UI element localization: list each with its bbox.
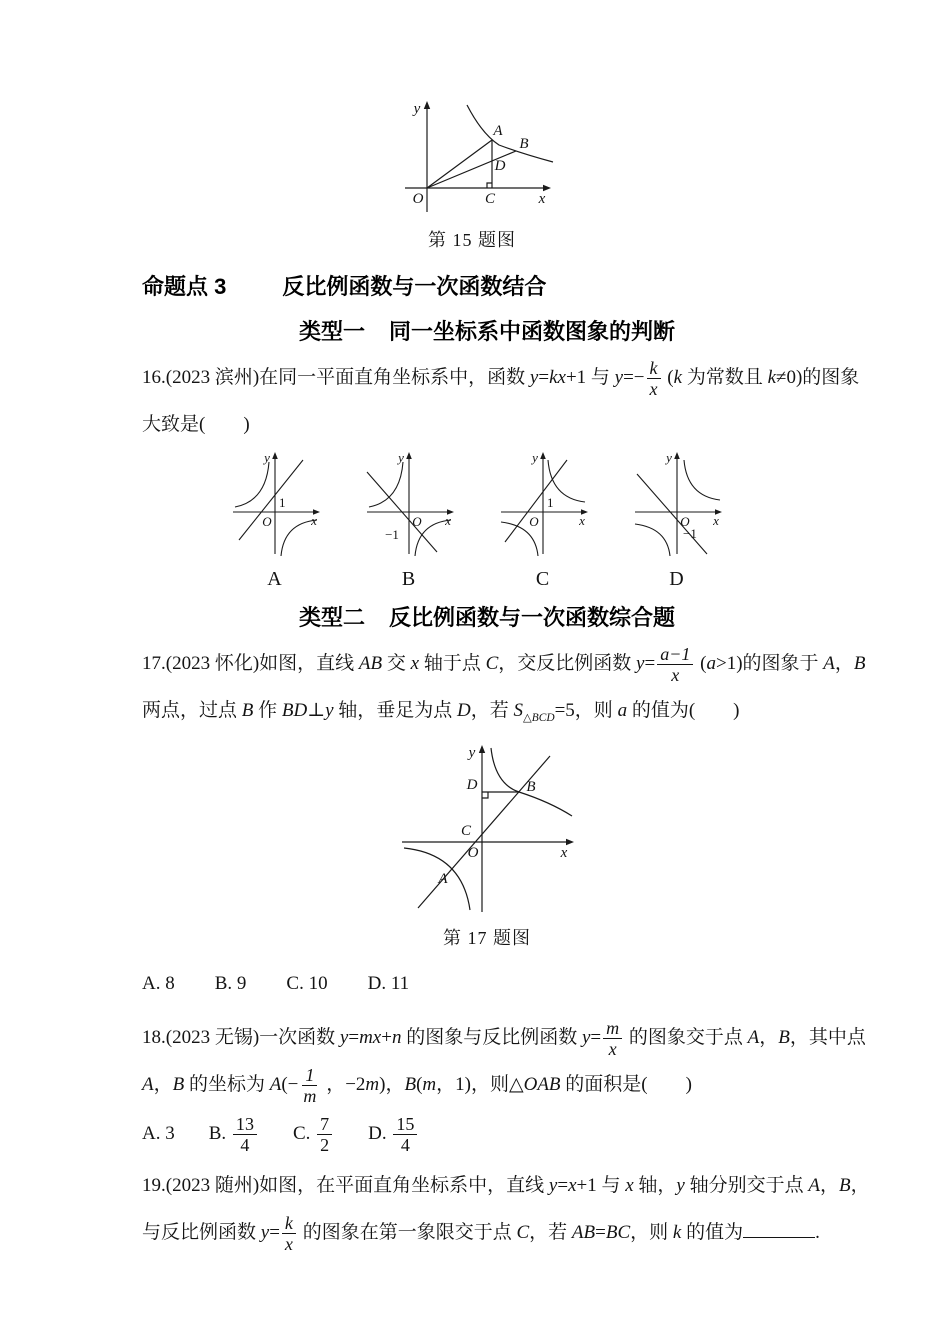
answer-blank <box>743 1218 815 1238</box>
choice-d-letter: D <box>669 568 685 590</box>
math-variable: x <box>568 1175 577 1197</box>
math-variable: m <box>422 1074 437 1096</box>
point-b-label: B <box>519 136 529 152</box>
choice-b-graph <box>359 450 459 562</box>
text-segment: 16.(2023 滨州)在同一平面直角坐标系中，函数 <box>142 367 530 388</box>
math-variable: B <box>241 700 254 721</box>
text-segment: +1 与 <box>565 367 615 388</box>
math-variable: C <box>485 653 499 674</box>
x-axis-label: x <box>560 845 568 862</box>
text-segment: = <box>590 1027 602 1049</box>
text-segment: 轴， <box>633 1175 677 1197</box>
text-segment: B. 9 <box>214 973 247 995</box>
math-variable: y <box>614 367 624 388</box>
math-variable: n <box>391 1027 402 1049</box>
fraction-numerator: k <box>647 358 661 379</box>
fraction-denominator: x <box>608 1039 617 1060</box>
y-axis-arrow <box>674 452 680 459</box>
fraction <box>282 1213 296 1254</box>
x-axis-label: x <box>713 513 719 528</box>
point-a-label: A <box>438 871 448 888</box>
figure-17-caption: 第 17 题图 <box>443 928 531 949</box>
right-angle-mark <box>482 792 488 798</box>
fraction-denominator: 4 <box>240 1135 250 1156</box>
math-variable: a <box>617 700 628 721</box>
fraction-numerator: 7 <box>317 1114 332 1135</box>
choice-c-graph <box>493 450 593 562</box>
origin-label: O <box>412 514 422 529</box>
point-d-label: D <box>466 777 478 794</box>
text-segment: = <box>538 367 550 388</box>
text-segment: = <box>269 1222 280 1244</box>
section-label: 命题点 3 <box>142 274 227 299</box>
x-axis-label: x <box>579 513 585 528</box>
hyperbola-q3 <box>635 524 670 556</box>
hyperbola-q3 <box>404 848 470 910</box>
text-segment: 轴，垂足为点 <box>333 700 458 721</box>
math-variable: x <box>625 1175 634 1197</box>
text-segment: ≠0)的图象 <box>776 367 860 388</box>
text-segment: B. <box>208 1123 231 1145</box>
fraction-denominator: x <box>649 379 658 400</box>
origin-label: O <box>680 514 690 529</box>
hyperbola-q2 <box>235 462 269 507</box>
choice-d <box>627 450 727 591</box>
text-segment: 17.(2023 怀化)如图，直线 <box>142 653 359 674</box>
question-19-line-2 <box>142 1209 832 1256</box>
point-c-label: C <box>460 823 472 840</box>
math-variable: y <box>339 1027 349 1049</box>
text-segment: 轴分别交于点 <box>684 1175 809 1197</box>
question-17-options <box>142 958 832 1010</box>
text-segment: ( <box>662 367 674 388</box>
choice-a <box>225 450 325 591</box>
math-variable: C <box>516 1222 530 1244</box>
y-axis-label: y <box>398 450 404 465</box>
x-axis-label: x <box>445 513 451 528</box>
text-segment: 的图象与反比例函数 <box>401 1027 582 1049</box>
x-axis-label: x <box>538 191 546 207</box>
text-segment: + <box>381 1027 392 1049</box>
fraction <box>233 1114 257 1155</box>
text-segment: 与反比例函数 <box>142 1222 261 1244</box>
type1-heading <box>142 315 832 346</box>
text-segment: = <box>644 653 656 674</box>
hyperbola-q2 <box>369 462 403 507</box>
fraction-denominator: 4 <box>400 1135 410 1156</box>
math-variable: B <box>172 1074 185 1096</box>
point-c-label: C <box>484 191 496 207</box>
math-variable: B <box>778 1027 790 1049</box>
math-variable: A <box>808 1175 820 1197</box>
math-variable: y <box>260 1222 270 1244</box>
text-segment: = <box>595 1222 606 1244</box>
text-segment: C. <box>292 1123 316 1145</box>
question-16-line-1 <box>142 354 860 401</box>
math-variable: B <box>404 1074 417 1096</box>
text-segment: 的面积是( ) <box>560 1074 692 1096</box>
text-segment: (− <box>281 1074 299 1096</box>
math-variable: AB <box>571 1222 596 1244</box>
origin-label: O <box>467 845 479 862</box>
math-variable: y <box>636 653 645 674</box>
y-axis-arrow <box>424 101 430 109</box>
text-segment: ( <box>695 653 707 674</box>
intercept-label: −1 <box>385 527 399 542</box>
y-axis-label: y <box>413 101 421 117</box>
text-segment: 交 <box>382 653 411 674</box>
math-variable: y <box>529 367 539 388</box>
choice-c-letter: C <box>535 568 551 590</box>
fraction-denominator: x <box>671 665 680 686</box>
origin-label: O <box>412 191 424 207</box>
fraction <box>300 1065 319 1106</box>
subscript: △BCD <box>523 712 555 725</box>
type2-label: 类型二 <box>298 605 365 630</box>
text-segment: ， <box>850 1175 870 1197</box>
text-segment: 的值为( ) <box>627 700 740 721</box>
text-segment: ，则 <box>630 1222 673 1244</box>
fraction <box>317 1114 332 1155</box>
text-segment: . <box>815 1222 820 1244</box>
text-segment: =5，则 <box>554 700 618 721</box>
math-variable: mx <box>359 1027 382 1049</box>
figure-17-plot <box>392 744 582 916</box>
line-graph <box>637 474 707 554</box>
point-b-label: B <box>526 779 536 796</box>
text-segment: 的值为 <box>681 1222 744 1244</box>
text-segment: D. <box>368 1123 392 1145</box>
text-segment: 两点，过点 <box>142 700 242 721</box>
y-axis-label: y <box>532 450 538 465</box>
math-variable: AB <box>358 653 383 674</box>
intercept-label: 1 <box>547 495 554 510</box>
math-variable: k <box>672 1222 682 1244</box>
segment-OA <box>427 140 492 188</box>
text-segment: >1)的图象于 <box>715 653 824 674</box>
fraction-denominator: 2 <box>320 1135 330 1156</box>
text-segment: = <box>557 1175 569 1197</box>
text-segment: D. 11 <box>367 973 410 995</box>
figure-15-plot <box>387 100 557 218</box>
choice-c <box>493 450 593 591</box>
question-17-line-1 <box>142 640 866 687</box>
y-axis-arrow <box>406 452 412 459</box>
section-heading <box>142 270 832 301</box>
origin-label: O <box>262 514 272 529</box>
math-variable: D <box>457 700 471 721</box>
choice-a-letter: A <box>267 568 283 590</box>
text-segment: 的坐标为 <box>184 1074 270 1096</box>
type1-label: 类型一 <box>298 319 365 344</box>
text-segment: 大致是( ) <box>142 414 250 435</box>
question-16-line-2 <box>142 401 832 448</box>
text-segment: ， <box>759 1027 779 1049</box>
math-variable: y <box>548 1175 558 1197</box>
text-segment: ，−2 <box>321 1074 366 1096</box>
math-variable: kx <box>549 367 566 388</box>
text-segment: 为常数且 <box>682 367 768 388</box>
math-variable: S <box>513 700 524 721</box>
question-18-line-1 <box>142 1014 866 1061</box>
text-segment: A. 3 <box>142 1123 175 1145</box>
text-segment: 18.(2023 无锡)一次函数 <box>142 1027 340 1049</box>
text-segment: +1 与 <box>576 1175 626 1197</box>
x-axis-label: x <box>311 513 317 528</box>
math-variable: x <box>410 653 420 674</box>
figure-17 <box>142 744 832 950</box>
text-segment: ，交反比例函数 <box>498 653 637 674</box>
math-variable: B <box>853 653 866 674</box>
fraction <box>657 644 693 685</box>
text-segment: ，其中点 <box>789 1027 866 1049</box>
text-segment: =− <box>623 367 645 388</box>
origin-label: O <box>529 514 539 529</box>
question-18-line-2 <box>142 1061 832 1108</box>
line-graph <box>505 460 567 542</box>
choice-b <box>359 450 459 591</box>
math-variable: BC <box>605 1222 631 1244</box>
math-variable: y <box>325 700 334 721</box>
fraction <box>603 1018 622 1059</box>
y-axis-label: y <box>264 450 270 465</box>
text-segment: A. 8 <box>142 973 175 995</box>
text-segment: )， <box>379 1074 405 1096</box>
fraction-denominator: m <box>303 1086 317 1107</box>
text-segment: ， <box>834 653 854 674</box>
text-segment: 作 <box>253 700 282 721</box>
text-segment: 轴于点 <box>419 653 486 674</box>
math-variable: BD <box>281 700 308 721</box>
question-16-choices <box>120 450 832 591</box>
fraction-numerator: 1 <box>302 1065 317 1086</box>
y-axis-arrow <box>272 452 278 459</box>
text-segment: 19.(2023 随州)如图，在平面直角坐标系中，直线 <box>142 1175 549 1197</box>
section-title: 反比例函数与一次函数结合 <box>282 274 547 299</box>
choice-b-letter: B <box>401 568 417 590</box>
text-segment: ，若 <box>529 1222 572 1244</box>
fraction-numerator: 13 <box>233 1114 257 1135</box>
fraction-numerator: 15 <box>393 1114 417 1135</box>
math-variable: y <box>676 1175 685 1197</box>
math-variable: a <box>706 653 716 674</box>
question-18-options <box>142 1108 832 1160</box>
point-d-label: D <box>494 158 506 174</box>
fraction-numerator: k <box>282 1213 296 1234</box>
math-variable: A <box>823 653 835 674</box>
fraction-numerator: a−1 <box>657 644 693 665</box>
math-variable: A <box>269 1074 282 1096</box>
y-axis-label: y <box>666 450 672 465</box>
fraction <box>647 358 661 399</box>
intercept-label: −1 <box>683 526 697 541</box>
y-axis-label: y <box>468 745 476 762</box>
intercept-label: 1 <box>279 495 286 510</box>
question-17-line-2 <box>142 687 832 742</box>
type2-heading <box>142 601 832 632</box>
point-a-label: A <box>493 123 503 139</box>
math-variable: y <box>581 1027 591 1049</box>
math-variable: OAB <box>523 1074 561 1096</box>
text-segment: ， <box>153 1074 173 1096</box>
math-variable: k <box>673 367 683 388</box>
right-angle-mark <box>487 183 492 188</box>
text-segment: ， <box>819 1175 839 1197</box>
choice-d-graph <box>627 450 727 562</box>
hyperbola-q1 <box>684 460 720 500</box>
fraction-numerator: m <box>603 1018 622 1039</box>
type1-title: 同一坐标系中函数图象的判断 <box>389 319 676 344</box>
figure-15-caption: 第 15 题图 <box>428 230 516 250</box>
text-segment: ⊥ <box>307 700 326 721</box>
fraction-denominator: x <box>284 1234 293 1255</box>
math-variable: k <box>767 367 777 388</box>
math-variable: A <box>142 1074 154 1096</box>
y-axis-arrow <box>540 452 546 459</box>
text-segment: C. 10 <box>286 973 328 995</box>
text-segment: ( <box>416 1074 423 1096</box>
question-19-line-1 <box>142 1162 870 1209</box>
math-variable: A <box>747 1027 760 1049</box>
choice-a-graph <box>225 450 325 562</box>
text-segment: ，若 <box>470 700 514 721</box>
text-segment: ，1)，则△ <box>436 1074 524 1096</box>
y-axis-arrow <box>479 745 485 753</box>
text-segment: = <box>348 1027 360 1049</box>
text-segment: 的图象在第一象限交于点 <box>297 1222 517 1244</box>
hyperbola-q1 <box>548 460 585 502</box>
type2-title: 反比例函数与一次函数综合题 <box>389 605 676 630</box>
math-variable: m <box>365 1074 380 1096</box>
fraction <box>393 1114 417 1155</box>
figure-15 <box>112 100 832 252</box>
text-segment: 的图象交于点 <box>624 1027 748 1049</box>
math-variable: B <box>839 1175 851 1197</box>
